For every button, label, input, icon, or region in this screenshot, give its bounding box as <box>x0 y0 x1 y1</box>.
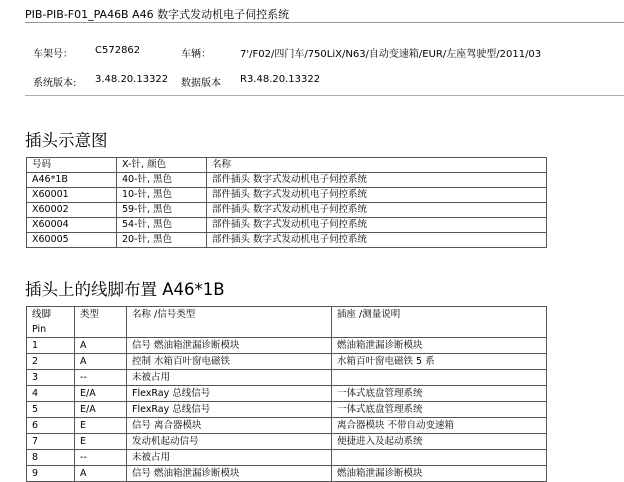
connector-name: 部件插头 数字式发动机电子伺控系统 <box>207 233 547 248</box>
pin-count: 20-针, 黑色 <box>117 233 207 248</box>
pin-type: E <box>75 418 127 434</box>
signal-name: 控制 水箱百叶窗电磁铁 <box>127 354 332 370</box>
signal-name: 未被占用 <box>127 370 332 386</box>
socket-description: 离合器模块 不带自动变速箱 <box>332 418 547 434</box>
pin-number: 4 <box>27 386 75 402</box>
pin-type: E <box>75 434 127 450</box>
pin-count: 40-针, 黑色 <box>117 173 207 188</box>
connector-name: 部件插头 数字式发动机电子伺控系统 <box>207 203 547 218</box>
socket-description: 燃油箱泄漏诊断模块 <box>332 338 547 354</box>
signal-name: FlexRay 总线信号 <box>127 402 332 418</box>
socket-description: 一体式底盘管理系统 <box>332 386 547 402</box>
socket-description <box>332 450 547 466</box>
column-header-pin <box>27 307 75 338</box>
signal-name: 发动机起动信号 <box>127 434 332 450</box>
pin-type: -- <box>75 370 127 386</box>
socket-description: 水箱百叶窗电磁铁 5 系 <box>332 354 547 370</box>
connector-id: X60001 <box>27 188 117 203</box>
section-title-connector-overview: 插头示意图 <box>25 131 108 150</box>
column-header: 插座 /测量说明 <box>332 307 547 338</box>
socket-description <box>332 370 547 386</box>
connector-id: A46*1B <box>27 173 117 188</box>
table-row <box>27 218 547 233</box>
system-version-value: 3.48.20.13322 <box>95 74 169 85</box>
table-row <box>27 338 547 354</box>
pin-number: 3 <box>27 370 75 386</box>
document-title: PIB-PIB-F01_PA46B A46 数字式发动机电子伺控系统 <box>25 8 290 21</box>
pin-count: 54-针, 黑色 <box>117 218 207 233</box>
pin-count: 10-针, 黑色 <box>117 188 207 203</box>
column-header: 名称 /信号类型 <box>127 307 332 338</box>
column-header-sub: Pin <box>32 324 47 335</box>
table-row <box>27 418 547 434</box>
chassis-label: 车架号： <box>33 49 73 60</box>
signal-name: 信号 燃油箱泄漏诊断模块 <box>127 466 332 482</box>
pin-number: 9 <box>27 466 75 482</box>
data-version-value: R3.48.20.13322 <box>240 74 321 85</box>
signal-name: 未被占用 <box>127 450 332 466</box>
connector-id: X60005 <box>27 233 117 248</box>
connector-name: 部件插头 数字式发动机电子伺控系统 <box>207 188 547 203</box>
socket-description: 燃油箱泄漏诊断模块 <box>332 466 547 482</box>
vehicle-value: 7'/F02/四门车/750LiX/N63/自动变速箱/EUR/左座驾驶型/2011/03 <box>240 49 542 60</box>
table-row <box>27 173 547 188</box>
connector-table <box>26 157 547 248</box>
table-row <box>27 466 547 482</box>
signal-name: FlexRay 总线信号 <box>127 386 332 402</box>
meta-divider <box>25 95 624 96</box>
pin-type: E/A <box>75 402 127 418</box>
pin-type: A <box>75 466 127 482</box>
column-header: 号码 <box>27 158 117 173</box>
table-row <box>27 370 547 386</box>
column-header: X-针, 颜色 <box>117 158 207 173</box>
pin-type: E/A <box>75 386 127 402</box>
table-row <box>27 434 547 450</box>
header-divider <box>25 22 624 23</box>
table-row <box>27 203 547 218</box>
pin-number: 1 <box>27 338 75 354</box>
pin-count: 59-针, 黑色 <box>117 203 207 218</box>
section-title-pin-assignment: 插头上的线脚布置 A46*1B <box>25 280 225 299</box>
table-header-row <box>27 307 547 338</box>
column-header: 线脚 <box>32 309 52 320</box>
system-version-label: 系统版本: <box>33 78 77 89</box>
connector-name: 部件插头 数字式发动机电子伺控系统 <box>207 173 547 188</box>
socket-description: 一体式底盘管理系统 <box>332 402 547 418</box>
table-row <box>27 386 547 402</box>
chassis-value: C572862 <box>95 45 141 56</box>
pin-number: 6 <box>27 418 75 434</box>
pin-number: 5 <box>27 402 75 418</box>
table-row <box>27 188 547 203</box>
pin-number: 7 <box>27 434 75 450</box>
table-row <box>27 233 547 248</box>
signal-name: 信号 离合器模块 <box>127 418 332 434</box>
table-header-row <box>27 158 547 173</box>
pin-assignment-table <box>26 306 547 482</box>
table-row <box>27 402 547 418</box>
connector-id: X60004 <box>27 218 117 233</box>
pin-type: A <box>75 338 127 354</box>
column-header: 类型 <box>75 307 127 338</box>
pin-type: A <box>75 354 127 370</box>
socket-description: 便捷进入及起动系统 <box>332 434 547 450</box>
connector-name: 部件插头 数字式发动机电子伺控系统 <box>207 218 547 233</box>
vehicle-label: 车辆： <box>181 49 211 60</box>
table-row <box>27 450 547 466</box>
pin-number: 2 <box>27 354 75 370</box>
pin-number: 8 <box>27 450 75 466</box>
column-header: 名称 <box>207 158 547 173</box>
connector-id: X60002 <box>27 203 117 218</box>
data-version-label: 数据版本 <box>181 78 221 89</box>
pin-type: -- <box>75 450 127 466</box>
table-row <box>27 354 547 370</box>
signal-name: 信号 燃油箱泄漏诊断模块 <box>127 338 332 354</box>
